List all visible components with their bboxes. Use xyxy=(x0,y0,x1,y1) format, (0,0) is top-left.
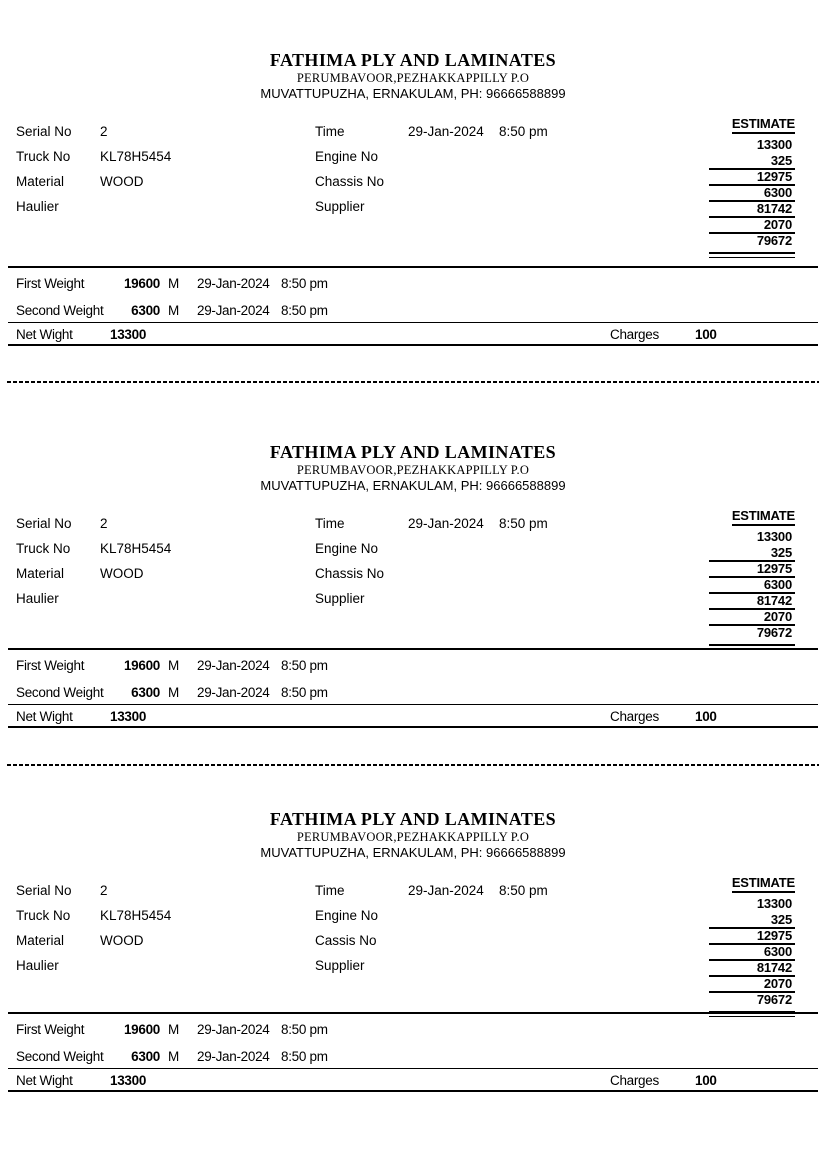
net-weight-label: Net Wight xyxy=(16,327,73,342)
first-weight-label: First Weight xyxy=(16,276,85,291)
second-weight-date: 29-Jan-2024 xyxy=(197,1049,270,1064)
estimate-block xyxy=(709,876,795,1017)
net-weight-label: Net Wight xyxy=(16,1073,73,1088)
estimate-heading xyxy=(709,509,795,526)
net-weight-row xyxy=(8,1068,818,1090)
company-address-line2: MUVATTUPUZHA, ERNAKULAM, PH: 96666588899 xyxy=(260,845,566,860)
first-weight-time: 8:50 pm xyxy=(281,1022,328,1037)
first-weight-date: 29-Jan-2024 xyxy=(197,658,270,673)
serial-no-value: 2 xyxy=(100,516,108,531)
estimate-amount: 2070 xyxy=(709,218,795,234)
second-weight-label: Second Weight xyxy=(16,1049,104,1064)
second-weight-label: Second Weight xyxy=(16,685,104,700)
supplier-label: Supplier xyxy=(315,958,365,973)
first-weight-date: 29-Jan-2024 xyxy=(197,1022,270,1037)
weights-table xyxy=(8,1012,818,1092)
engine-no-label: Engine No xyxy=(315,908,379,923)
supplier-label: Supplier xyxy=(315,591,365,606)
estimate-total-double-rule xyxy=(709,252,795,258)
second-weight-time: 8:50 pm xyxy=(281,303,328,318)
chassis-no-label: Chassis No xyxy=(315,566,385,581)
estimate-heading xyxy=(709,117,795,134)
receipt-copy-3 xyxy=(0,803,826,1103)
net-weight-value: 13300 xyxy=(110,1073,147,1088)
material-label: Material xyxy=(16,566,65,581)
info-row-material-chassis xyxy=(0,567,826,581)
estimate-amount: 81742 xyxy=(709,594,795,610)
section-divider-dashed xyxy=(7,381,819,383)
charges-label: Charges xyxy=(610,709,659,724)
time-value-clock: 8:50 pm xyxy=(499,124,548,139)
time-label: Time xyxy=(315,516,345,531)
estimate-amount: 325 xyxy=(709,913,795,929)
estimate-amount: 12975 xyxy=(709,929,795,945)
material-label: Material xyxy=(16,933,65,948)
material-value: WOOD xyxy=(100,933,144,948)
estimate-heading-text: ESTIMATE xyxy=(732,876,795,893)
info-row-truck-engine xyxy=(0,542,826,556)
estimate-amount: 325 xyxy=(709,546,795,562)
serial-no-value: 2 xyxy=(100,124,108,139)
time-label: Time xyxy=(315,124,345,139)
first-weight-value: 19600 xyxy=(123,276,160,291)
company-name: FATHIMA PLY AND LAMINATES xyxy=(269,442,557,462)
net-weight-row xyxy=(8,704,818,726)
second-weight-unit: M xyxy=(168,685,179,700)
second-weight-date: 29-Jan-2024 xyxy=(197,685,270,700)
second-weight-value: 6300 xyxy=(131,303,160,318)
receipt-header xyxy=(0,809,826,860)
second-weight-row xyxy=(8,677,818,704)
truck-no-value: KL78H5454 xyxy=(100,908,172,923)
weights-table xyxy=(8,266,818,346)
time-value-date: 29-Jan-2024 xyxy=(408,883,484,898)
first-weight-row xyxy=(8,1014,818,1041)
second-weight-label: Second Weight xyxy=(16,303,104,318)
first-weight-unit: M xyxy=(168,658,179,673)
serial-no-value: 2 xyxy=(100,883,108,898)
supplier-label: Supplier xyxy=(315,199,365,214)
first-weight-row xyxy=(8,268,818,295)
net-weight-label: Net Wight xyxy=(16,709,73,724)
engine-no-label: Engine No xyxy=(315,541,379,556)
first-weight-label: First Weight xyxy=(16,658,85,673)
chassis-no-label: Chassis No xyxy=(315,174,385,189)
estimate-amount: 13300 xyxy=(756,529,792,544)
estimate-amount: 6300 xyxy=(709,578,795,594)
second-weight-row xyxy=(8,1041,818,1068)
chassis-no-label: Cassis No xyxy=(315,933,377,948)
haulier-label: Haulier xyxy=(16,591,59,606)
estimate-total: 79672 xyxy=(756,233,792,248)
second-weight-value: 6300 xyxy=(131,685,160,700)
estimate-amount: 81742 xyxy=(709,202,795,218)
company-address-line1: PERUMBAVOOR,PEZHAKKAPPILLY P.O xyxy=(296,463,530,477)
first-weight-value: 19600 xyxy=(123,658,160,673)
receipt-copy-1 xyxy=(0,44,826,344)
haulier-label: Haulier xyxy=(16,199,59,214)
receipt-header xyxy=(0,442,826,493)
truck-no-label: Truck No xyxy=(16,149,71,164)
receipt-copy-2 xyxy=(0,436,826,736)
info-row-serial-time xyxy=(0,517,826,531)
estimate-amount: 13300 xyxy=(756,896,792,911)
estimate-amount: 6300 xyxy=(709,186,795,202)
section-divider-dashed xyxy=(7,764,819,766)
second-weight-unit: M xyxy=(168,1049,179,1064)
first-weight-unit: M xyxy=(168,1022,179,1037)
estimate-amount: 6300 xyxy=(709,945,795,961)
info-row-serial-time xyxy=(0,884,826,898)
company-name: FATHIMA PLY AND LAMINATES xyxy=(269,50,557,70)
info-row-haulier-supplier xyxy=(0,200,826,214)
truck-no-label: Truck No xyxy=(16,908,71,923)
net-weight-value: 13300 xyxy=(110,327,147,342)
estimate-block xyxy=(709,117,795,258)
charges-value: 100 xyxy=(695,709,717,724)
serial-no-label: Serial No xyxy=(16,124,72,139)
second-weight-row xyxy=(8,295,818,322)
time-label: Time xyxy=(315,883,345,898)
info-row-haulier-supplier xyxy=(0,592,826,606)
estimate-amount: 2070 xyxy=(709,977,795,993)
first-weight-row xyxy=(8,650,818,677)
charges-value: 100 xyxy=(695,1073,717,1088)
estimate-amount: 13300 xyxy=(756,137,792,152)
company-address-line2: MUVATTUPUZHA, ERNAKULAM, PH: 96666588899 xyxy=(260,86,566,101)
material-label: Material xyxy=(16,174,65,189)
first-weight-date: 29-Jan-2024 xyxy=(197,276,270,291)
info-row-truck-engine xyxy=(0,909,826,923)
second-weight-date: 29-Jan-2024 xyxy=(197,303,270,318)
estimate-amount: 12975 xyxy=(709,170,795,186)
haulier-label: Haulier xyxy=(16,958,59,973)
second-weight-time: 8:50 pm xyxy=(281,1049,328,1064)
info-row-material-chassis xyxy=(0,175,826,189)
serial-no-label: Serial No xyxy=(16,883,72,898)
engine-no-label: Engine No xyxy=(315,149,379,164)
info-row-serial-time xyxy=(0,125,826,139)
second-weight-value: 6300 xyxy=(131,1049,160,1064)
time-value-date: 29-Jan-2024 xyxy=(408,124,484,139)
charges-label: Charges xyxy=(610,1073,659,1088)
estimate-block xyxy=(709,509,795,650)
time-value-clock: 8:50 pm xyxy=(499,883,548,898)
material-value: WOOD xyxy=(100,566,144,581)
estimate-heading xyxy=(709,876,795,893)
charges-label: Charges xyxy=(610,327,659,342)
info-row-haulier-supplier xyxy=(0,959,826,973)
second-weight-time: 8:50 pm xyxy=(281,685,328,700)
first-weight-time: 8:50 pm xyxy=(281,658,328,673)
company-address-line2: MUVATTUPUZHA, ERNAKULAM, PH: 96666588899 xyxy=(260,478,566,493)
estimate-total: 79672 xyxy=(756,992,792,1007)
truck-no-value: KL78H5454 xyxy=(100,149,172,164)
time-value-clock: 8:50 pm xyxy=(499,516,548,531)
estimate-heading-text: ESTIMATE xyxy=(732,509,795,526)
weights-table xyxy=(8,648,818,728)
company-name: FATHIMA PLY AND LAMINATES xyxy=(269,809,557,829)
estimate-amount: 325 xyxy=(709,154,795,170)
first-weight-unit: M xyxy=(168,276,179,291)
first-weight-label: First Weight xyxy=(16,1022,85,1037)
first-weight-value: 19600 xyxy=(123,1022,160,1037)
truck-no-value: KL78H5454 xyxy=(100,541,172,556)
second-weight-unit: M xyxy=(168,303,179,318)
estimate-amount: 2070 xyxy=(709,610,795,626)
estimate-heading-text: ESTIMATE xyxy=(732,117,795,134)
material-value: WOOD xyxy=(100,174,144,189)
time-value-date: 29-Jan-2024 xyxy=(408,516,484,531)
company-address-line1: PERUMBAVOOR,PEZHAKKAPPILLY P.O xyxy=(296,830,530,844)
company-address-line1: PERUMBAVOOR,PEZHAKKAPPILLY P.O xyxy=(296,71,530,85)
net-weight-row xyxy=(8,322,818,344)
first-weight-time: 8:50 pm xyxy=(281,276,328,291)
info-row-material-chassis xyxy=(0,934,826,948)
estimate-amount: 12975 xyxy=(709,562,795,578)
estimate-total: 79672 xyxy=(756,625,792,640)
charges-value: 100 xyxy=(695,327,717,342)
estimate-amount: 81742 xyxy=(709,961,795,977)
truck-no-label: Truck No xyxy=(16,541,71,556)
receipt-header xyxy=(0,50,826,101)
info-row-truck-engine xyxy=(0,150,826,164)
net-weight-value: 13300 xyxy=(110,709,147,724)
serial-no-label: Serial No xyxy=(16,516,72,531)
